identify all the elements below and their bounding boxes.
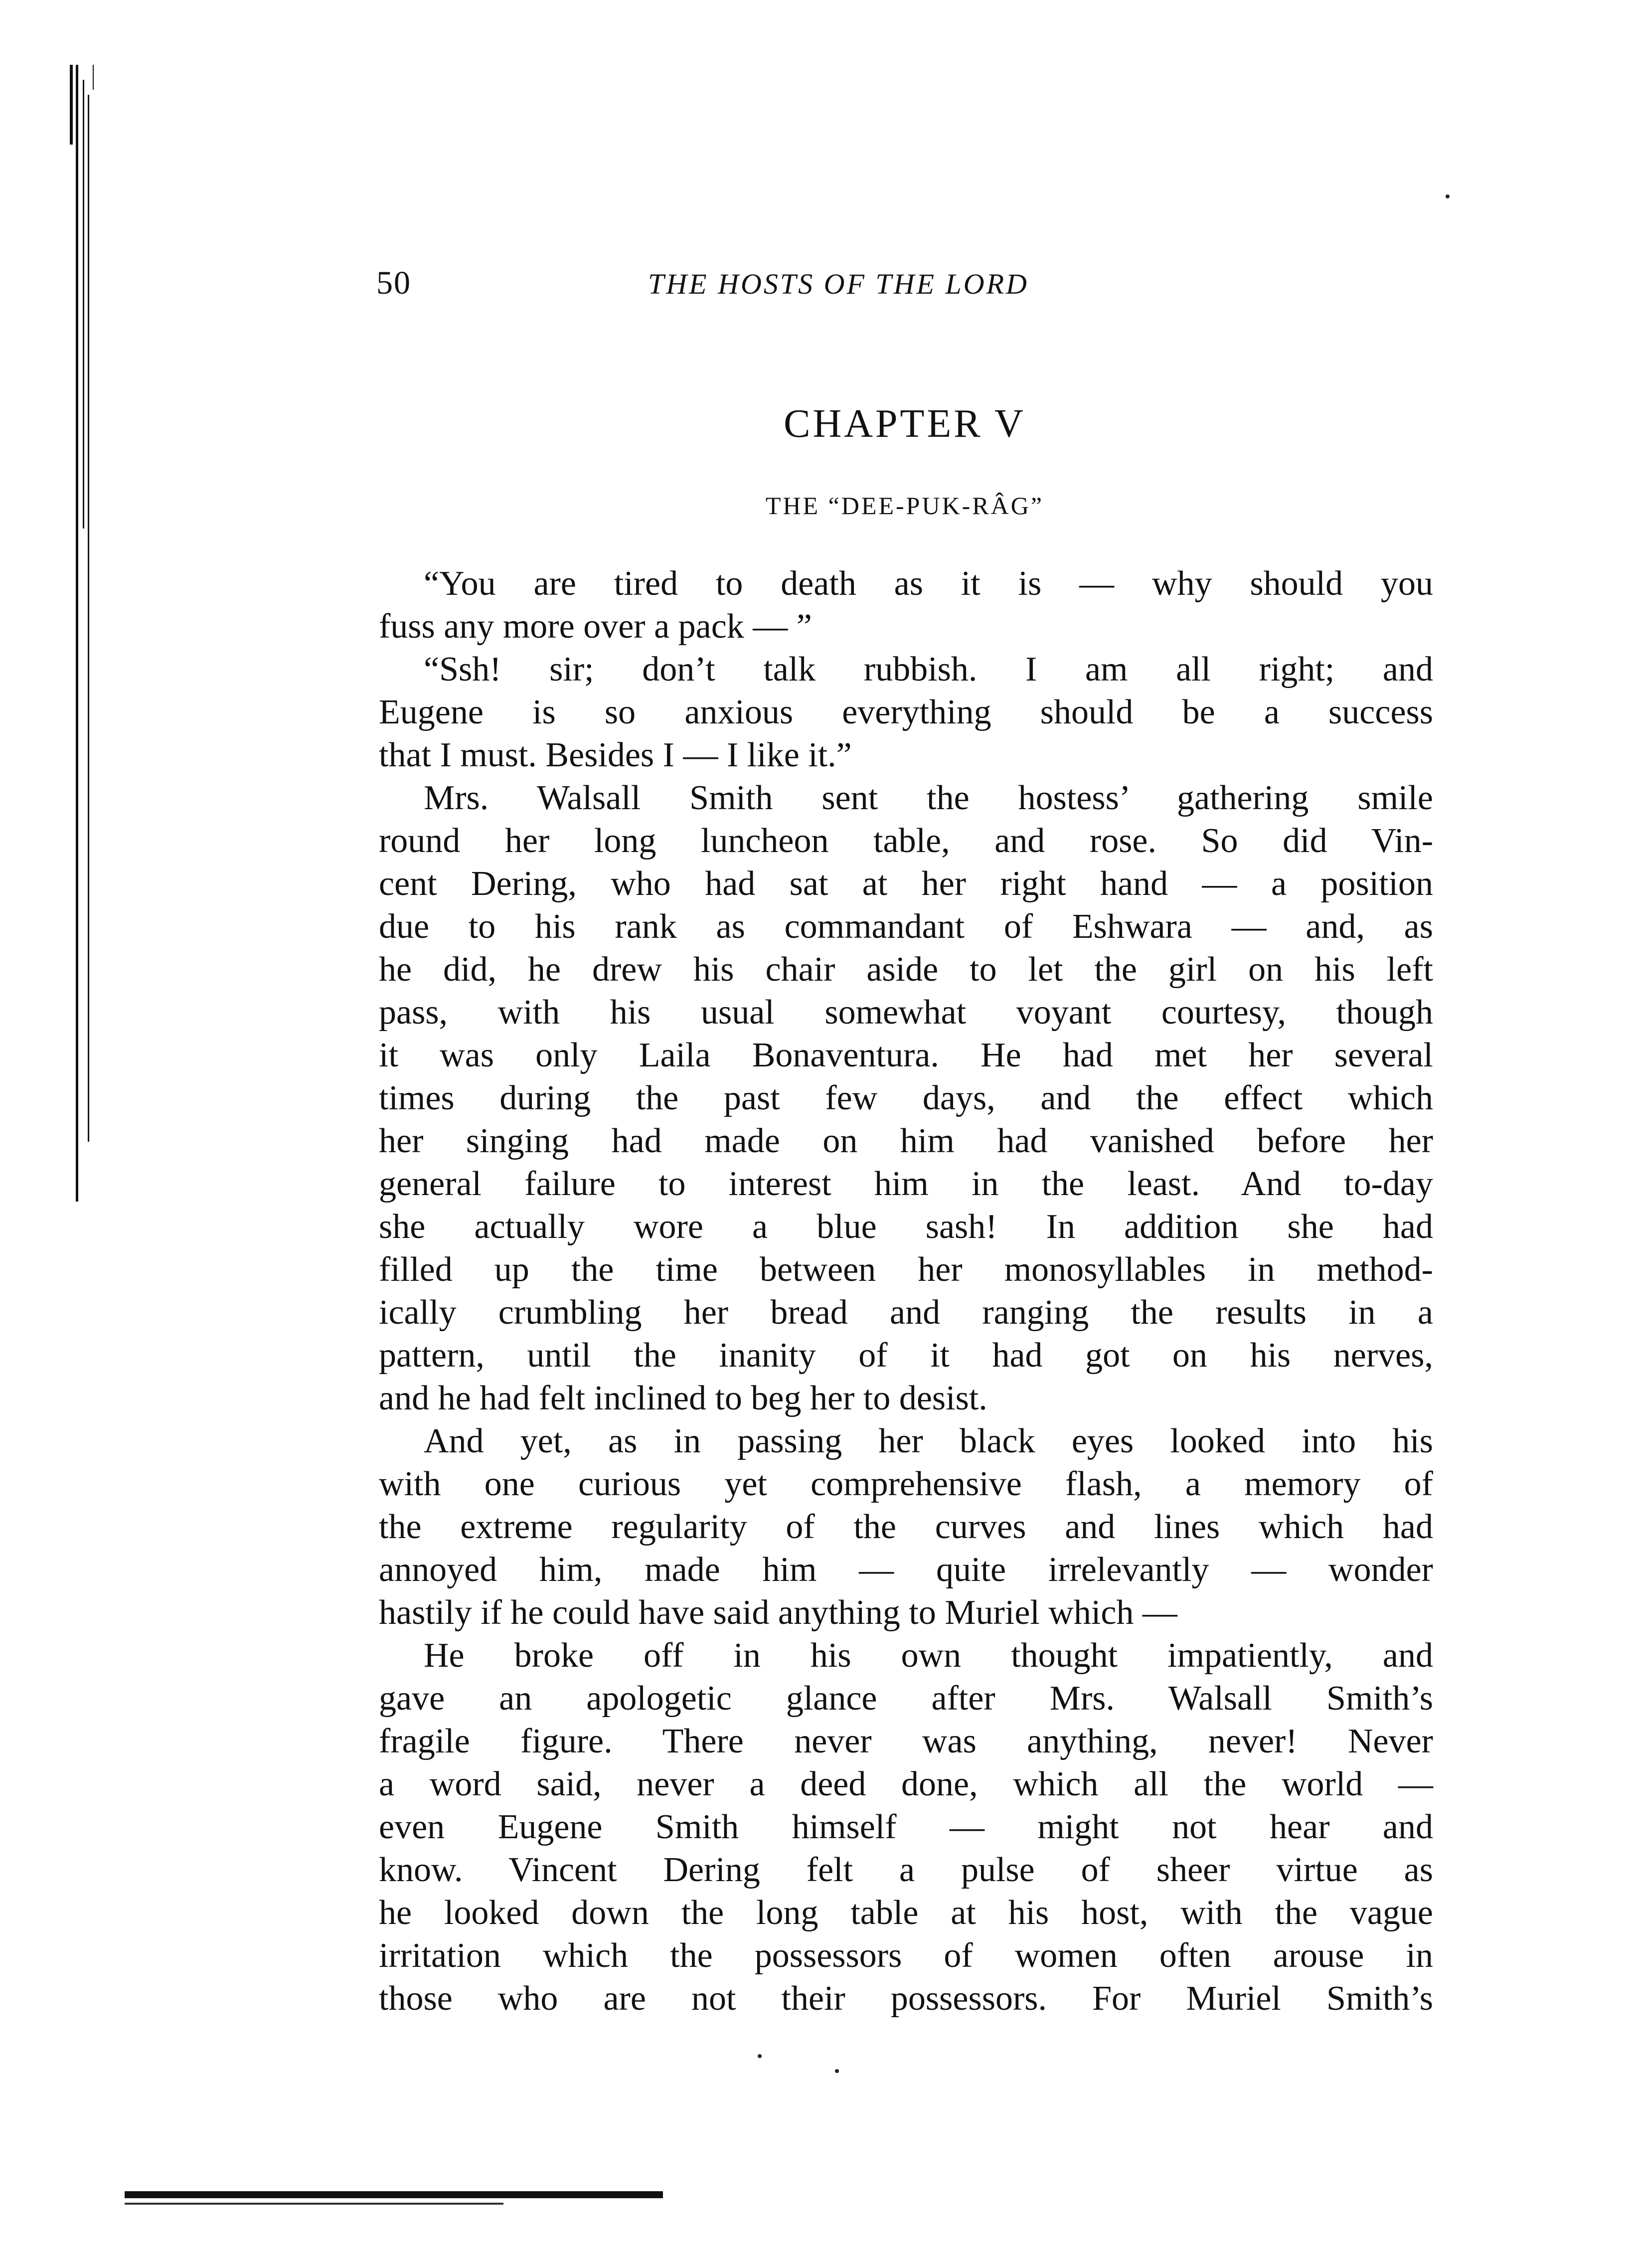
text-line: know. Vincent Dering felt a pulse of sheer virtue as (379, 1851, 1433, 1889)
speck-mark (758, 2054, 762, 2058)
text-line: hastily if he could have said anything to Muriel which — (379, 1593, 1177, 1632)
text-line: irritation which the possessors of women often arouse in (379, 1936, 1433, 1975)
text-line: he did, he drew his chair aside to let the girl on his left (379, 950, 1433, 989)
text-line: and he had felt inclined to beg her to desist. (379, 1379, 987, 1417)
text-line: times during the past few days, and the effect which (379, 1079, 1433, 1117)
text-line: the extreme regularity of the curves and lines which had (379, 1508, 1433, 1546)
bottom-rule-artifact-thin (125, 2203, 503, 2205)
running-title: THE HOSTS OF THE LORD (648, 268, 1029, 300)
text-line: fragile figure. There never was anything, never! Never (379, 1722, 1433, 1760)
text-line: Eugene is so anxious everything should be a success (379, 693, 1433, 731)
text-line: filled up the time between her monosyllables in method- (379, 1250, 1433, 1289)
chapter-heading: CHAPTER V (784, 402, 1026, 446)
text-line: annoyed him, made him — quite irrelevantly — wonder (379, 1551, 1433, 1589)
text-line: round her long luncheon table, and rose. So did Vin- (379, 822, 1433, 860)
text-line: even Eugene Smith himself — might not hear and (379, 1808, 1433, 1846)
text-line: “Ssh! sir; don’t talk rubbish. I am all right; and (424, 650, 1433, 689)
body-text (379, 562, 1433, 2020)
text-line: ically crumbling her bread and ranging the results in a (379, 1293, 1433, 1332)
text-line: it was only Laila Bonaventura. He had met her several (379, 1036, 1433, 1074)
text-line: pattern, until the inanity of it had got on his nerves, (379, 1336, 1433, 1375)
text-line: cent Dering, who had sat at her right hand — a position (379, 865, 1433, 903)
text-line: with one curious yet comprehensive flash, a memory of (379, 1465, 1433, 1503)
text-line: pass, with his usual somewhat voyant courtesy, though (379, 993, 1433, 1032)
speck-mark (1446, 194, 1450, 198)
text-line: He broke off in his own thought impatiently, and (424, 1636, 1433, 1675)
text-line: a word said, never a deed done, which all the world — (379, 1765, 1433, 1803)
text-line: Mrs. Walsall Smith sent the hostess’ gathering smile (424, 779, 1433, 817)
chapter-subtitle: THE “DEE-PUK-RÂG” (765, 492, 1044, 520)
speck-mark (835, 2069, 839, 2073)
text-line: “You are tired to death as it is — why should you (424, 564, 1433, 603)
text-line: she actually wore a blue sash! In addition she had (379, 1208, 1433, 1246)
page-number: 50 (376, 265, 411, 301)
running-head (376, 264, 1373, 309)
text-line: fuss any more over a pack — ” (379, 607, 812, 646)
text-line: gave an apologetic glance after Mrs. Walsall Smith’s (379, 1679, 1433, 1718)
binding-edge-artifact (70, 65, 100, 1212)
text-line: general failure to interest him in the least. And to-day (379, 1165, 1433, 1203)
text-line: that I must. Besides I — I like it.” (379, 736, 852, 774)
text-line: And yet, as in passing her black eyes looked into his (424, 1422, 1433, 1460)
text-line: her singing had made on him had vanished before her (379, 1122, 1433, 1160)
bottom-rule-artifact (125, 2191, 663, 2198)
text-line: those who are not their possessors. For Muriel Smith’s (379, 1979, 1433, 2018)
text-line: he looked down the long table at his host, with the vague (379, 1894, 1433, 1932)
text-line: due to his rank as commandant of Eshwara — and, as (379, 907, 1433, 946)
